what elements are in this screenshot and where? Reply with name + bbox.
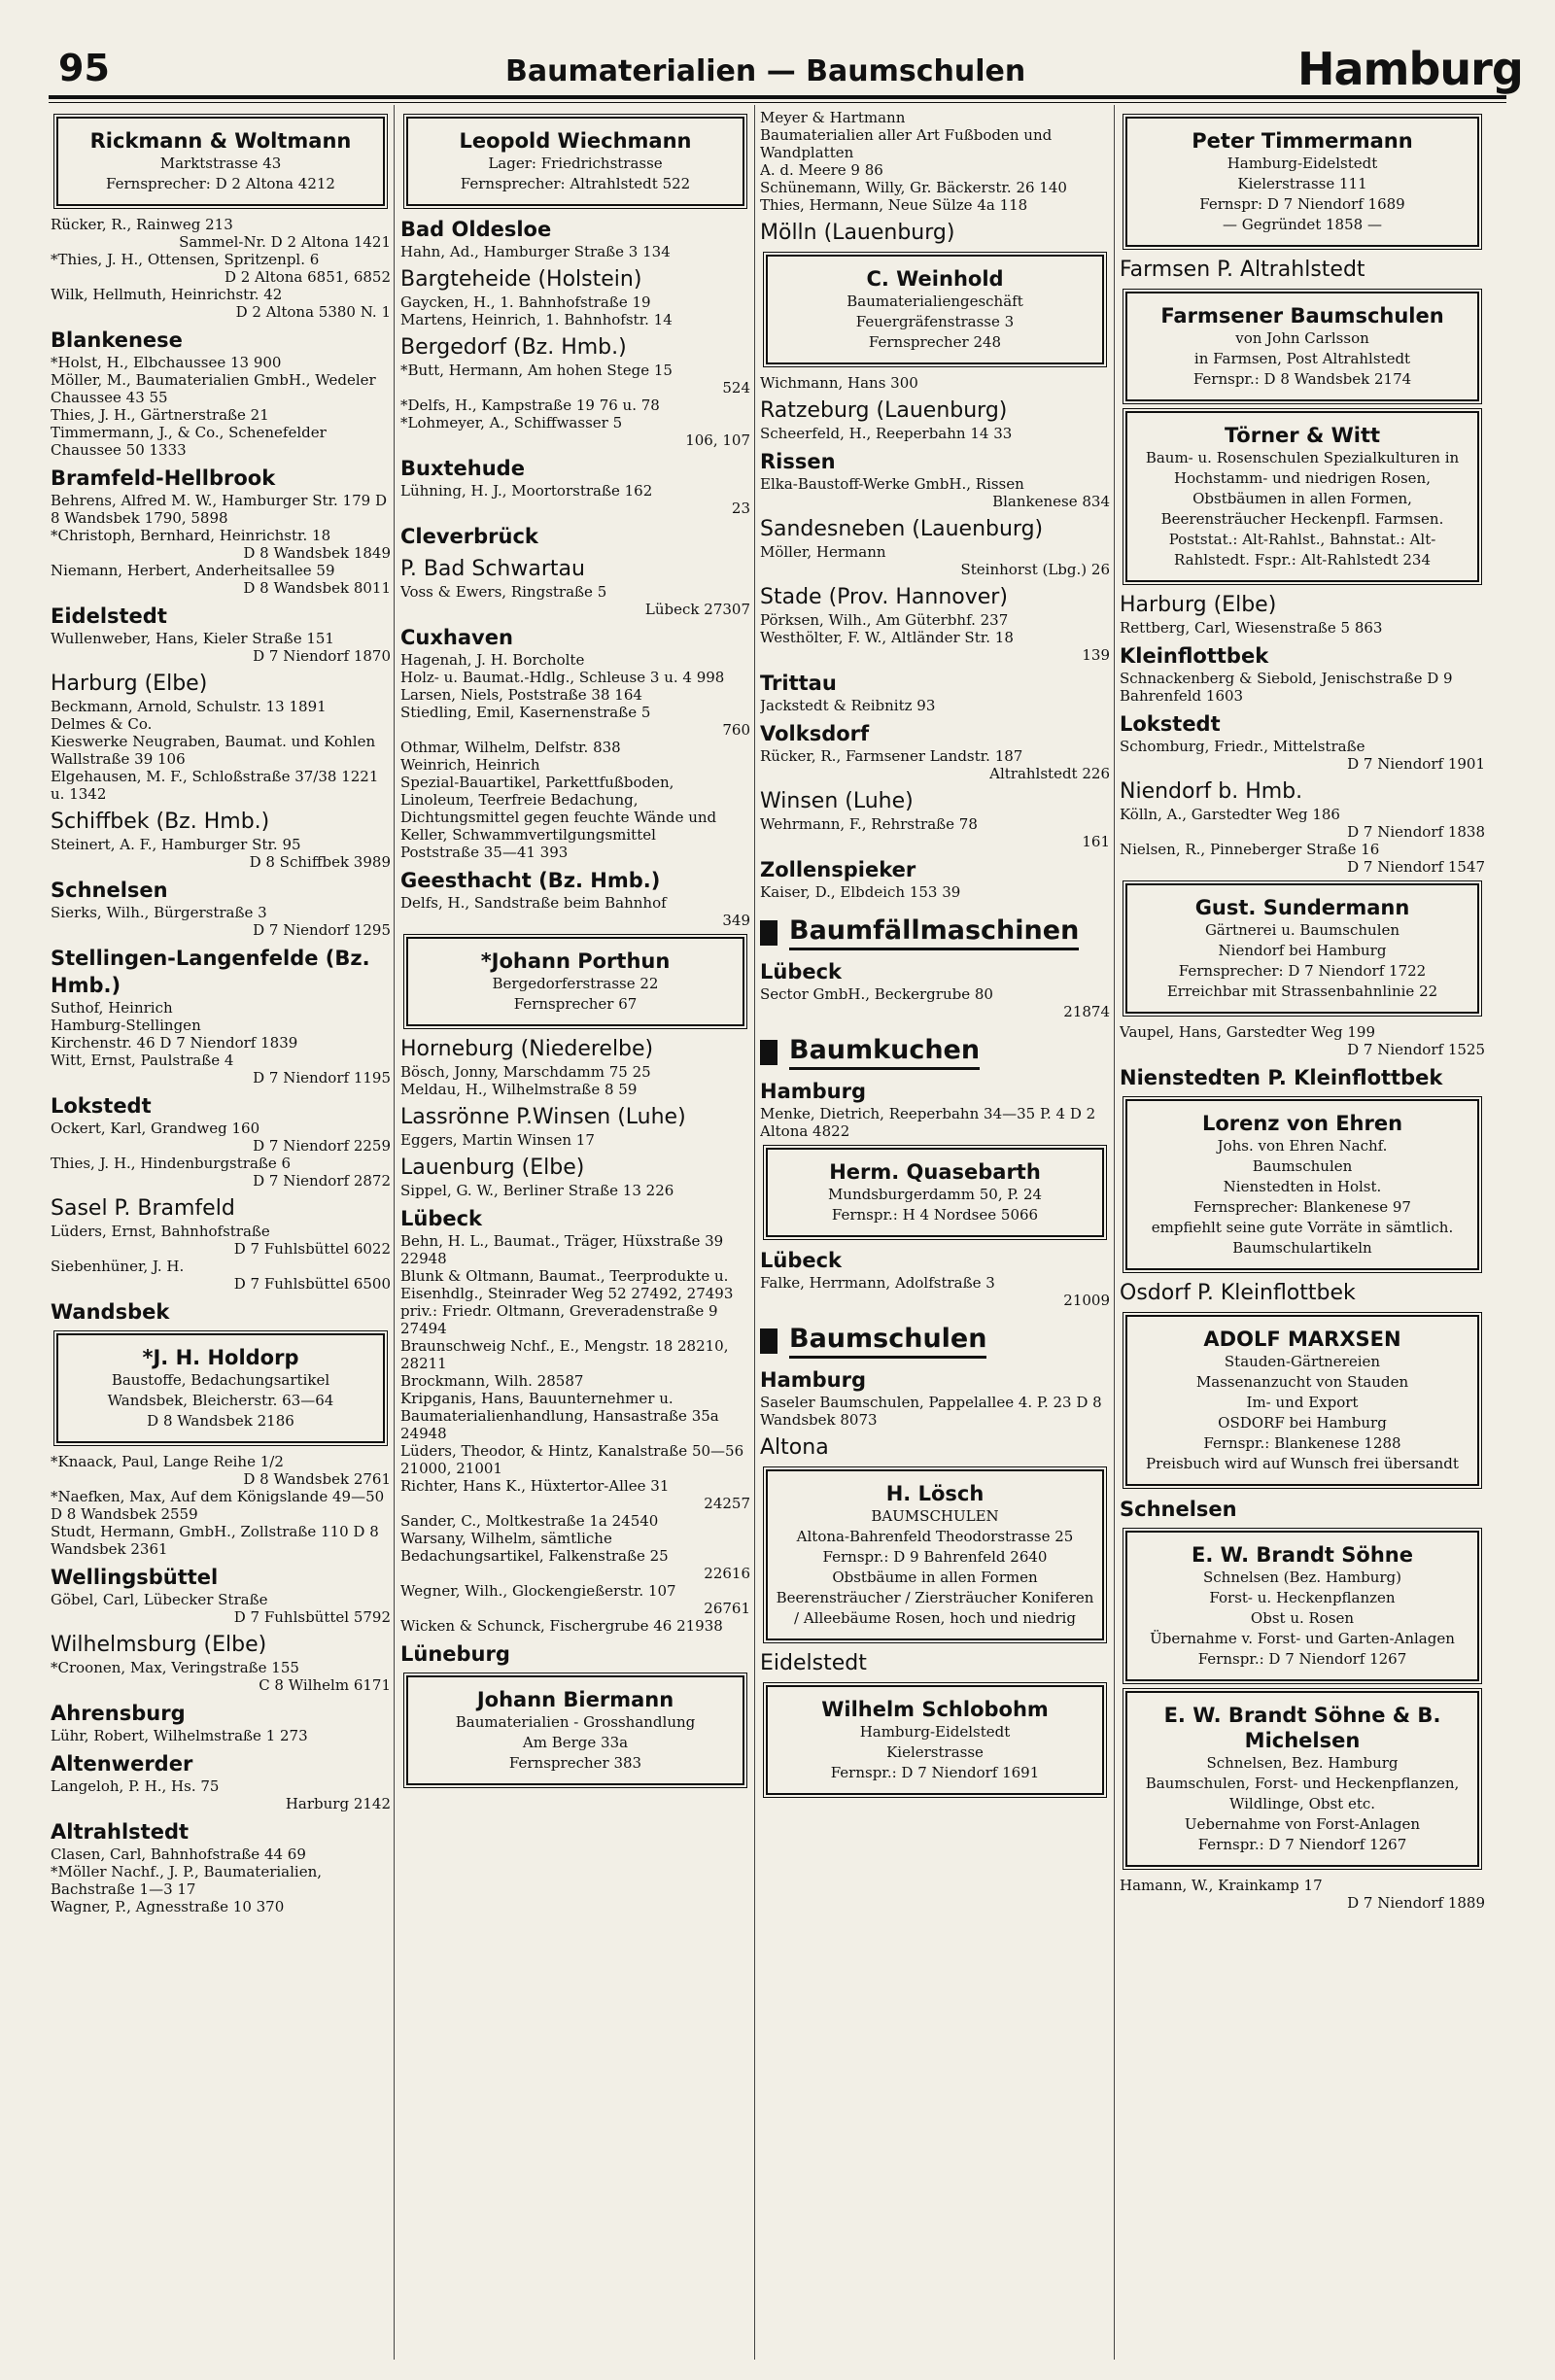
entry: Sippel, G. W., Berliner Straße 13 226 [400, 1182, 674, 1199]
entry: Steinert, A. F., Hamburger Str. 95 [51, 836, 301, 853]
advert-title: Lorenz von Ehren [1201, 1112, 1403, 1135]
advert-title: Törner & Witt [1224, 424, 1381, 447]
entry: Rücker, R., Farmsener Landstr. 187 [760, 747, 1023, 765]
advert-line: OSDORF bei Hamburg [1218, 1414, 1387, 1431]
entry: Meldau, H., Wilhelmstraße 8 59 [400, 1081, 638, 1098]
entry-phone: 24257 [704, 1495, 750, 1512]
entry-phone: 22616 [704, 1565, 750, 1582]
section-title: Baumschulen [789, 1323, 986, 1359]
entry: Delfs, H., Sandstraße beim Bahnhof [400, 894, 667, 912]
entry-phone: D 8 Wandsbek 2761 [243, 1470, 391, 1488]
entry: Thies, J. H., Hindenburgstraße 6 [51, 1155, 292, 1172]
advert-box [406, 937, 744, 1026]
advert-title: Leopold Wiechmann [459, 129, 692, 153]
entry-phone: 21874 [1063, 1003, 1110, 1020]
advert-line: Schnelsen (Bez. Hamburg) [1202, 1569, 1401, 1586]
advert-line: Am Berge 33a [522, 1734, 629, 1751]
column-4 [1120, 109, 1485, 2363]
entry-phone: 161 [1082, 833, 1110, 850]
entry: Baumaterialien aller Art Fußboden und Wandplatten [760, 126, 1053, 161]
entry: Lühr, Robert, Wilhelmstraße 1 273 [51, 1727, 308, 1744]
entry: Rettberg, Carl, Wiesenstraße 5 863 [1120, 619, 1383, 637]
entry: *Butt, Hermann, Am hohen Stege 15 [400, 362, 673, 379]
entry: Studt, Hermann, GmbH., Zollstraße 110 D 8 Wandsbek 2361 [51, 1523, 379, 1558]
advert-line: Erreichbar mit Strassenbahnlinie 22 [1166, 983, 1438, 1000]
entry-phone: D 7 Fuhlsbüttel 5792 [233, 1608, 391, 1626]
advert-line: Baumaterialiengeschäft [847, 293, 1023, 310]
entry-phone: D 8 Wandsbek 1849 [243, 544, 391, 562]
entry-phone: 760 [722, 721, 750, 739]
place-heading: Horneburg (Niederelbe) [400, 1037, 654, 1061]
advert-line: Obst u. Rosen [1250, 1609, 1355, 1627]
entry-phone: D 7 Fuhlsbüttel 6022 [233, 1240, 391, 1258]
place-heading: Wilhelmsburg (Elbe) [51, 1633, 267, 1657]
section-title: Baumfällmaschinen [789, 914, 1079, 950]
entry-phone: 349 [722, 912, 750, 929]
place-heading: Mölln (Lauenburg) [760, 221, 955, 245]
entry: Saseler Baumschulen, Pappelallee 4. P. 23 D 8 Wandsbek 8073 [760, 1394, 1102, 1429]
advert-line: Uebernahme von Forst-Anlagen [1184, 1815, 1421, 1833]
advert-box [1125, 292, 1479, 401]
entry-phone: D 2 Altona 5380 N. 1 [235, 303, 391, 321]
column-divider [394, 105, 395, 2360]
page-header [0, 0, 1555, 107]
advert-box [766, 1469, 1104, 1640]
place-heading: Harburg (Elbe) [1120, 593, 1277, 617]
entry: Niemann, Herbert, Anderheitsallee 59 [51, 562, 335, 579]
section-title: Baumkuchen [789, 1034, 980, 1070]
place-heading: Bergedorf (Bz. Hmb.) [400, 335, 627, 360]
column-3 [760, 109, 1110, 2363]
entry: Wagner, P., Agnesstraße 10 370 [51, 1898, 285, 1915]
entry: Thies, J. H., Gärtnerstraße 21 [51, 406, 269, 424]
place-heading: Lübeck [400, 1207, 483, 1230]
entry: Bösch, Jonny, Marschdamm 75 25 [400, 1063, 651, 1081]
advert-line: Baum- u. Rosenschulen Spezialkulturen in Hochstamm- und niedrigen Rosen, Obstbäumen in allen Formen, Beerensträucher Heckenpfl. Farmsen. Poststat.: Alt-Rahlst., Bahnstat.: Alt-Rahlstedt. Fspr.: Alt-Rahlstedt 234 [1145, 449, 1460, 569]
advert-box [406, 117, 744, 206]
advert-line: Mundsburgerdamm 50, P. 24 [827, 1186, 1043, 1203]
entry: Langeloh, P. H., Hs. 75 [51, 1777, 220, 1795]
place-heading: Ratzeburg (Lauenburg) [760, 398, 1008, 423]
advert-line: Kielerstrasse [886, 1743, 984, 1761]
place-heading: Altenwerder [51, 1752, 193, 1776]
entry: Wicken & Schunck, Fischergrube 46 21938 [400, 1617, 723, 1635]
advert-line: Forst- u. Heckenpflanzen [1209, 1589, 1396, 1606]
advert-line: Altona-Bahrenfeld Theodorstrasse 25 [796, 1528, 1074, 1545]
entry: *Delfs, H., Kampstraße 19 76 u. 78 [400, 397, 660, 414]
entry: Hamburg-Stellingen [51, 1017, 201, 1034]
place-heading: Altrahlstedt [51, 1820, 190, 1844]
place-heading: Wandsbek [51, 1300, 170, 1324]
entry: Kölln, A., Garstedter Weg 186 [1120, 806, 1340, 823]
place-heading: Schiffbek (Bz. Hmb.) [51, 810, 270, 834]
entry-phone: D 7 Niendorf 2872 [253, 1172, 391, 1190]
entry: Hahn, Ad., Hamburger Straße 3 134 [400, 243, 671, 260]
place-heading: Lokstedt [1120, 712, 1221, 736]
entry: Kripganis, Hans, Bauunternehmer u. Baumaterialienhandlung, Hansastraße 35a 24948 [400, 1390, 719, 1442]
entry: Ockert, Karl, Grandweg 160 [51, 1120, 260, 1137]
advert-line: — Gegründet 1858 — [1223, 216, 1382, 233]
place-heading: Volksdorf [760, 722, 870, 745]
place-heading: Ahrensburg [51, 1702, 186, 1725]
advert-line: Wandsbek, Bleicherstr. 63—64 [107, 1392, 334, 1409]
advert-title: C. Weinhold [866, 267, 1004, 291]
entry: Hagenah, J. H. Borcholte [400, 651, 585, 669]
section-heading [760, 1323, 1110, 1359]
advert-box [56, 1333, 385, 1443]
entry-phone: Altrahlstedt 226 [989, 765, 1110, 782]
entry: Weinrich, Heinrich [400, 756, 540, 774]
entry: Kirchenstr. 46 D 7 Niendorf 1839 [51, 1034, 298, 1052]
place-heading: Bramfeld-Hellbrook [51, 466, 276, 490]
entry: Delmes & Co. [51, 715, 153, 733]
advert-line: Baumaterialien - Grosshandlung [455, 1713, 696, 1731]
advert-box [56, 117, 385, 206]
advert-box [1125, 1531, 1479, 1681]
entry: Gaycken, H., 1. Bahnhofstraße 19 [400, 293, 651, 311]
entry-phone: D 7 Niendorf 1901 [1347, 755, 1485, 773]
place-heading: Geesthacht (Bz. Hmb.) [400, 869, 661, 892]
entry-phone: 26761 [704, 1600, 750, 1617]
entry-phone: Sammel-Nr. D 2 Altona 1421 [179, 233, 391, 251]
entry: Vaupel, Hans, Garstedter Weg 199 [1120, 1023, 1376, 1041]
place-heading: Niendorf b. Hmb. [1120, 779, 1303, 804]
advert-title: H. Lösch [885, 1482, 985, 1505]
place-heading: Wellingsbüttel [51, 1566, 219, 1589]
place-heading: Blankenese [51, 328, 183, 352]
entry: Sander, C., Moltkestraße 1a 24540 [400, 1512, 659, 1530]
entry: Larsen, Niels, Poststraße 38 164 [400, 686, 642, 704]
entry: Wichmann, Hans 300 [760, 374, 918, 392]
advert-line: Hamburg-Eidelstedt [1227, 155, 1378, 172]
place-heading: Schnelsen [51, 879, 168, 902]
place-heading: Stade (Prov. Hannover) [760, 585, 1008, 609]
entry: priv.: Friedr. Oltmann, Greveradenstraße 9 27494 [400, 1302, 718, 1337]
advert-title: Rickmann & Woltmann [89, 129, 352, 153]
entry-phone: 524 [722, 379, 750, 397]
advert-line: Gärtnerei u. Baumschulen [1204, 921, 1400, 939]
entry: Blunk & Oltmann, Baumat., Teerprodukte u. Eisenhdlg., Steinrader Weg 52 27492, 27493 [400, 1267, 734, 1302]
advert-line: Fernsprecher: D 7 Niendorf 1722 [1178, 962, 1427, 980]
page-number: 95 [58, 47, 110, 89]
entry: Scheerfeld, H., Reeperbahn 14 33 [760, 425, 1013, 442]
advert-line: Fernsprecher: D 2 Altona 4212 [106, 175, 335, 192]
advert-title: *J. H. Holdorp [142, 1346, 299, 1369]
entry: Spezial-Bauartikel, Parkettfußboden, Linoleum, Teerfreie Bedachung, Dichtungsmittel gegen feuchte Wände und Keller, Schwammvertilgungsmittel [400, 774, 717, 844]
entry-phone: D 7 Niendorf 1295 [253, 921, 391, 939]
advert-box [406, 1675, 744, 1785]
section-heading [760, 1034, 1110, 1070]
advert-title: Wilhelm Schlobohm [821, 1698, 1049, 1721]
page-title: Baumaterialien — Baumschulen [505, 54, 1026, 88]
advert-line: Baumschulen [1252, 1157, 1353, 1175]
advert-box [1125, 117, 1479, 247]
entry: Wullenweber, Hans, Kieler Straße 151 [51, 630, 334, 647]
advert-line: Im- und Export [1246, 1394, 1359, 1411]
entry-phone: D 8 Wandsbek 8011 [243, 579, 391, 597]
entry: Suthof, Heinrich [51, 999, 173, 1017]
place-heading: Winsen (Luhe) [760, 789, 914, 813]
advert-box [1125, 1315, 1479, 1486]
place-heading: Kleinflottbek [1120, 644, 1269, 668]
advert-line: Fernsprecher 67 [513, 995, 638, 1013]
entry-phone: D 7 Niendorf 1195 [253, 1069, 391, 1087]
advert-box [766, 1148, 1104, 1237]
entry: Menke, Dietrich, Reeperbahn 34—35 P. 4 D 2 Altona 4822 [760, 1105, 1096, 1140]
entry-phone: 106, 107 [685, 431, 750, 449]
advert-box [1125, 411, 1479, 582]
advert-line: Johs. von Ehren Nachf. [1217, 1137, 1388, 1155]
advert-line: empfiehlt seine gute Vorräte in sämtlich. Baumschulartikeln [1151, 1219, 1454, 1257]
advert-box [766, 255, 1104, 364]
entry: Elgehausen, M. F., Schloßstraße 37/38 1221 u. 1342 [51, 768, 379, 803]
entry-phone: 139 [1082, 646, 1110, 664]
entry: *Croonen, Max, Veringstraße 155 [51, 1659, 299, 1676]
entry-phone: D 7 Niendorf 1838 [1347, 823, 1485, 841]
entry-phone: D 7 Niendorf 1525 [1347, 1041, 1485, 1058]
place-heading: Cleverbrück [400, 525, 538, 548]
place-heading: Hamburg [760, 1368, 866, 1392]
entry: Meyer & Hartmann [760, 109, 906, 126]
place-heading: Lübeck [760, 1249, 843, 1272]
place-heading: Buxtehude [400, 457, 525, 480]
entry: Sector GmbH., Beckergrube 80 [760, 985, 993, 1003]
header-rule-thin [49, 102, 1506, 103]
advert-line: Kielerstrasse 111 [1237, 175, 1367, 192]
entry: Westhölter, F. W., Altländer Str. 18 [760, 629, 1014, 646]
advert-line: Marktstrasse 43 [159, 155, 282, 172]
entry-phone: D 8 Schiffbek 3989 [249, 853, 391, 871]
entry: Braunschweig Nchf., E., Mengstr. 18 28210, 28211 [400, 1337, 729, 1372]
advert-line: Fernspr.: D 8 Wandsbek 2174 [1192, 370, 1412, 388]
entry-phone: D 7 Niendorf 1870 [253, 647, 391, 665]
advert-line: Nienstedten in Holst. [1223, 1178, 1382, 1195]
advert-line: D 8 Wandsbek 2186 [147, 1412, 294, 1430]
advert-title: Johann Biermann [476, 1688, 674, 1711]
advert-title: E. W. Brandt Söhne & B. Michelsen [1163, 1704, 1441, 1752]
entry: *Möller Nachf., J. P., Baumaterialien, Bachstraße 1—3 17 [51, 1863, 323, 1898]
advert-line: Niendorf bei Hamburg [1218, 942, 1387, 959]
place-heading: Zollenspieker [760, 858, 916, 881]
entry-phone: Steinhorst (Lbg.) 26 [960, 561, 1110, 578]
advert-line: Fernspr.: D 9 Bahrenfeld 2640 [822, 1548, 1048, 1566]
advert-line: Fernsprecher: Blankenese 97 [1193, 1198, 1411, 1216]
entry: Eggers, Martin Winsen 17 [400, 1131, 595, 1149]
advert-box [1125, 1099, 1479, 1270]
place-heading: Schnelsen [1120, 1498, 1237, 1521]
place-heading: Lüneburg [400, 1642, 510, 1666]
entry: *Naefken, Max, Auf dem Königslande 49—50 D 8 Wandsbek 2559 [51, 1488, 385, 1523]
entry: Falke, Herrmann, Adolfstraße 3 [760, 1274, 995, 1292]
advert-title: Gust. Sundermann [1194, 896, 1410, 919]
advert-line: Stauden-Gärtnereien [1224, 1353, 1381, 1370]
entry: Siebenhüner, J. H. [51, 1258, 185, 1275]
entry: *Thies, J. H., Ottensen, Spritzenpl. 6 [51, 251, 320, 268]
entry: Witt, Ernst, Paulstraße 4 [51, 1052, 234, 1069]
header-rule [49, 95, 1506, 99]
advert-title: *Johann Porthun [480, 949, 671, 973]
entry-phone: D 7 Niendorf 1547 [1347, 858, 1485, 876]
place-heading: Bargteheide (Holstein) [400, 267, 642, 292]
entry: Wilk, Hellmuth, Heinrichstr. 42 [51, 286, 283, 303]
entry: Möller, Hermann [760, 543, 886, 561]
entry: Othmar, Wilhelm, Delfstr. 838 [400, 739, 621, 756]
place-heading: Sandesneben (Lauenburg) [760, 517, 1044, 541]
entry: Sierks, Wilh., Bürgerstraße 3 [51, 904, 267, 921]
advert-box [1125, 1691, 1479, 1867]
advert-line: Fernspr.: D 7 Niendorf 1691 [830, 1764, 1040, 1781]
advert-line: Hamburg-Eidelstedt [859, 1723, 1011, 1741]
advert-title: E. W. Brandt Söhne [1192, 1543, 1413, 1567]
place-heading: Farmsen P. Altrahlstedt [1120, 258, 1365, 282]
entry: Wegner, Wilh., Glockengießerstr. 107 [400, 1582, 676, 1600]
advert-line: Preisbuch wird auf Wunsch frei übersandt [1146, 1455, 1459, 1472]
entry: Holz- u. Baumat.-Hdlg., Schleuse 3 u. 4 998 [400, 669, 725, 686]
advert-line: Massenanzucht von Stauden [1195, 1373, 1409, 1391]
place-heading: Lauenburg (Elbe) [400, 1156, 585, 1180]
entry: Elka-Baustoff-Werke GmbH., Rissen [760, 475, 1024, 493]
entry: *Knaack, Paul, Lange Reihe 1/2 [51, 1453, 284, 1470]
entry: Voss & Ewers, Ringstraße 5 [400, 583, 607, 601]
entry: Schnackenberg & Siebold, Jenischstraße D 9 Bahrenfeld 1603 [1120, 670, 1453, 705]
advert-line: BAUMSCHULEN [871, 1507, 999, 1525]
entry-phone: Blankenese 834 [992, 493, 1110, 510]
column-divider [1114, 105, 1115, 2360]
entry: Schünemann, Willy, Gr. Bäckerstr. 26 140 [760, 179, 1067, 196]
entry: Behn, H. L., Baumat., Träger, Hüxstraße 39 22948 [400, 1232, 724, 1267]
advert-line: Fernsprecher: Altrahlstedt 522 [460, 175, 691, 192]
advert-line: Fernspr.: H 4 Nordsee 5066 [831, 1206, 1039, 1224]
entry: Behrens, Alfred M. W., Hamburger Str. 179 D 8 Wandsbek 1790, 5898 [51, 492, 387, 527]
page-city: Hamburg [1297, 43, 1523, 95]
entry: Clasen, Carl, Bahnhofstraße 44 69 [51, 1845, 306, 1863]
advert-title: Peter Timmermann [1192, 129, 1413, 153]
entry: Kieswerke Neugraben, Baumat. und Kohlen [51, 733, 376, 750]
entry: Beckmann, Arnold, Schulstr. 13 1891 [51, 698, 327, 715]
advert-title: Herm. Quasebarth [829, 1160, 1041, 1184]
place-heading: Osdorf P. Kleinflottbek [1120, 1281, 1356, 1305]
advert-box [766, 1685, 1104, 1795]
entry: Wehrmann, F., Rehrstraße 78 [760, 815, 978, 833]
advert-line: Bergedorferstrasse 22 [492, 975, 659, 992]
column-divider [754, 105, 755, 2360]
advert-line: Fernspr: D 7 Niendorf 1689 [1199, 195, 1405, 213]
entry: Lüders, Theodor, & Hintz, Kanalstraße 50—56 21000, 21001 [400, 1442, 744, 1477]
place-heading: Lübeck [760, 960, 843, 983]
advert-line: Lager: Friedrichstrasse [488, 155, 663, 172]
entry: Thies, Hermann, Neue Sülze 4a 118 [760, 196, 1028, 214]
section-marker [760, 1040, 778, 1065]
advert-title: ADOLF MARXSEN [1203, 1328, 1401, 1351]
entry-phone: D 7 Niendorf 2259 [253, 1137, 391, 1155]
entry: Martens, Heinrich, 1. Bahnhofstr. 14 [400, 311, 673, 328]
place-heading: Bad Oldesloe [400, 218, 552, 241]
entry: Schomburg, Friedr., Mittelstraße [1120, 738, 1365, 755]
advert-line: in Farmsen, Post Altrahlstedt [1193, 350, 1411, 367]
advert-box [1125, 883, 1479, 1014]
entry: Rücker, R., Rainweg 213 [51, 216, 233, 233]
place-heading: Eidelstedt [51, 604, 167, 628]
entry: Brockmann, Wilh. 28587 [400, 1372, 584, 1390]
advert-line: Schnelsen, Bez. Hamburg [1206, 1754, 1399, 1772]
entry: Timmermann, J., & Co., Schenefelder Chaussee 50 1333 [51, 424, 327, 459]
entry: *Christoph, Bernhard, Heinrichstr. 18 [51, 527, 331, 544]
place-heading: Sasel P. Bramfeld [51, 1196, 235, 1221]
advert-line: Fernspr.: Blankenese 1288 [1203, 1434, 1401, 1452]
advert-line: Obstbäume in allen Formen Beerensträucher / Ziersträucher Koniferen / Alleebäume Rosen, hoch und niedrig [776, 1569, 1094, 1627]
entry: Kaiser, D., Elbdeich 153 39 [760, 883, 961, 901]
column-1 [51, 109, 391, 2363]
entry-phone: D 2 Altona 6851, 6852 [224, 268, 391, 286]
place-heading: Lassrönne P.Winsen (Luhe) [400, 1105, 686, 1129]
entry-phone: Harburg 2142 [285, 1795, 391, 1812]
place-heading: Altona [760, 1435, 829, 1460]
section-marker [760, 920, 778, 946]
entry: Poststraße 35—41 393 [400, 844, 569, 861]
place-heading: Trittau [760, 672, 837, 695]
entry-phone: Lübeck 27307 [644, 601, 750, 618]
place-heading: P. Bad Schwartau [400, 557, 585, 581]
section-heading [760, 914, 1110, 950]
entry: Lüders, Ernst, Bahnhofstraße [51, 1223, 270, 1240]
advert-line: Baustoffe, Bedachungsartikel [111, 1371, 330, 1389]
advert-title: Farmsener Baumschulen [1160, 304, 1444, 328]
place-heading: Nienstedten P. Kleinflottbek [1120, 1066, 1443, 1089]
place-heading: Stellingen-Langenfelde (Bz. Hmb.) [51, 947, 370, 997]
entry: Möller, M., Baumaterialien GmbH., Wedeler Chaussee 43 55 [51, 371, 376, 406]
advert-line: von John Carlsson [1235, 329, 1369, 347]
place-heading: Hamburg [760, 1080, 866, 1103]
entry: Jackstedt & Reibnitz 93 [760, 697, 936, 714]
place-heading: Rissen [760, 450, 836, 473]
place-heading: Eidelstedt [760, 1651, 867, 1675]
entry: Nielsen, R., Pinneberger Straße 16 [1120, 841, 1380, 858]
advert-line: Feuergräfenstrasse 3 [855, 313, 1015, 330]
entry-phone: 23 [731, 500, 750, 517]
entry: Lühning, H. J., Moortorstraße 162 [400, 482, 653, 500]
advert-line: Fernsprecher 248 [868, 333, 1002, 351]
entry: *Holst, H., Elbchaussee 13 900 [51, 354, 282, 371]
entry: Hamann, W., Krainkamp 17 [1120, 1877, 1323, 1894]
advert-line: Fernspr.: D 7 Niendorf 1267 [1197, 1836, 1407, 1853]
place-heading: Harburg (Elbe) [51, 672, 208, 696]
entry-phone: C 8 Wilhelm 6171 [259, 1676, 391, 1694]
advert-line: Übernahme v. Forst- und Garten-Anlagen [1150, 1630, 1455, 1647]
entry: Warsany, Wilhelm, sämtliche Bedachungsartikel, Falkenstraße 25 [400, 1530, 669, 1565]
advert-line: Fernsprecher 383 [508, 1754, 642, 1772]
entry: Pörksen, Wilh., Am Güterbhf. 237 [760, 611, 1009, 629]
entry: Richter, Hans K., Hüxtertor-Allee 31 [400, 1477, 670, 1495]
place-heading: Lokstedt [51, 1094, 152, 1118]
place-heading: Cuxhaven [400, 626, 513, 649]
column-2 [400, 109, 750, 2363]
entry-phone: D 7 Fuhlsbüttel 6500 [233, 1275, 391, 1293]
section-marker [760, 1328, 778, 1354]
entry: Stiedling, Emil, Kasernenstraße 5 [400, 704, 651, 721]
entry: A. d. Meere 9 86 [760, 161, 883, 179]
entry: *Lohmeyer, A., Schiffwasser 5 [400, 414, 623, 431]
entry-phone: D 7 Niendorf 1889 [1347, 1894, 1485, 1912]
advert-line: Baumschulen, Forst- und Heckenpflanzen, Wildlinge, Obst etc. [1145, 1775, 1460, 1812]
advert-line: Fernspr.: D 7 Niendorf 1267 [1197, 1650, 1407, 1668]
entry: Wallstraße 39 106 [51, 750, 186, 768]
entry-phone: 21009 [1063, 1292, 1110, 1309]
entry: Göbel, Carl, Lübecker Straße [51, 1591, 268, 1608]
